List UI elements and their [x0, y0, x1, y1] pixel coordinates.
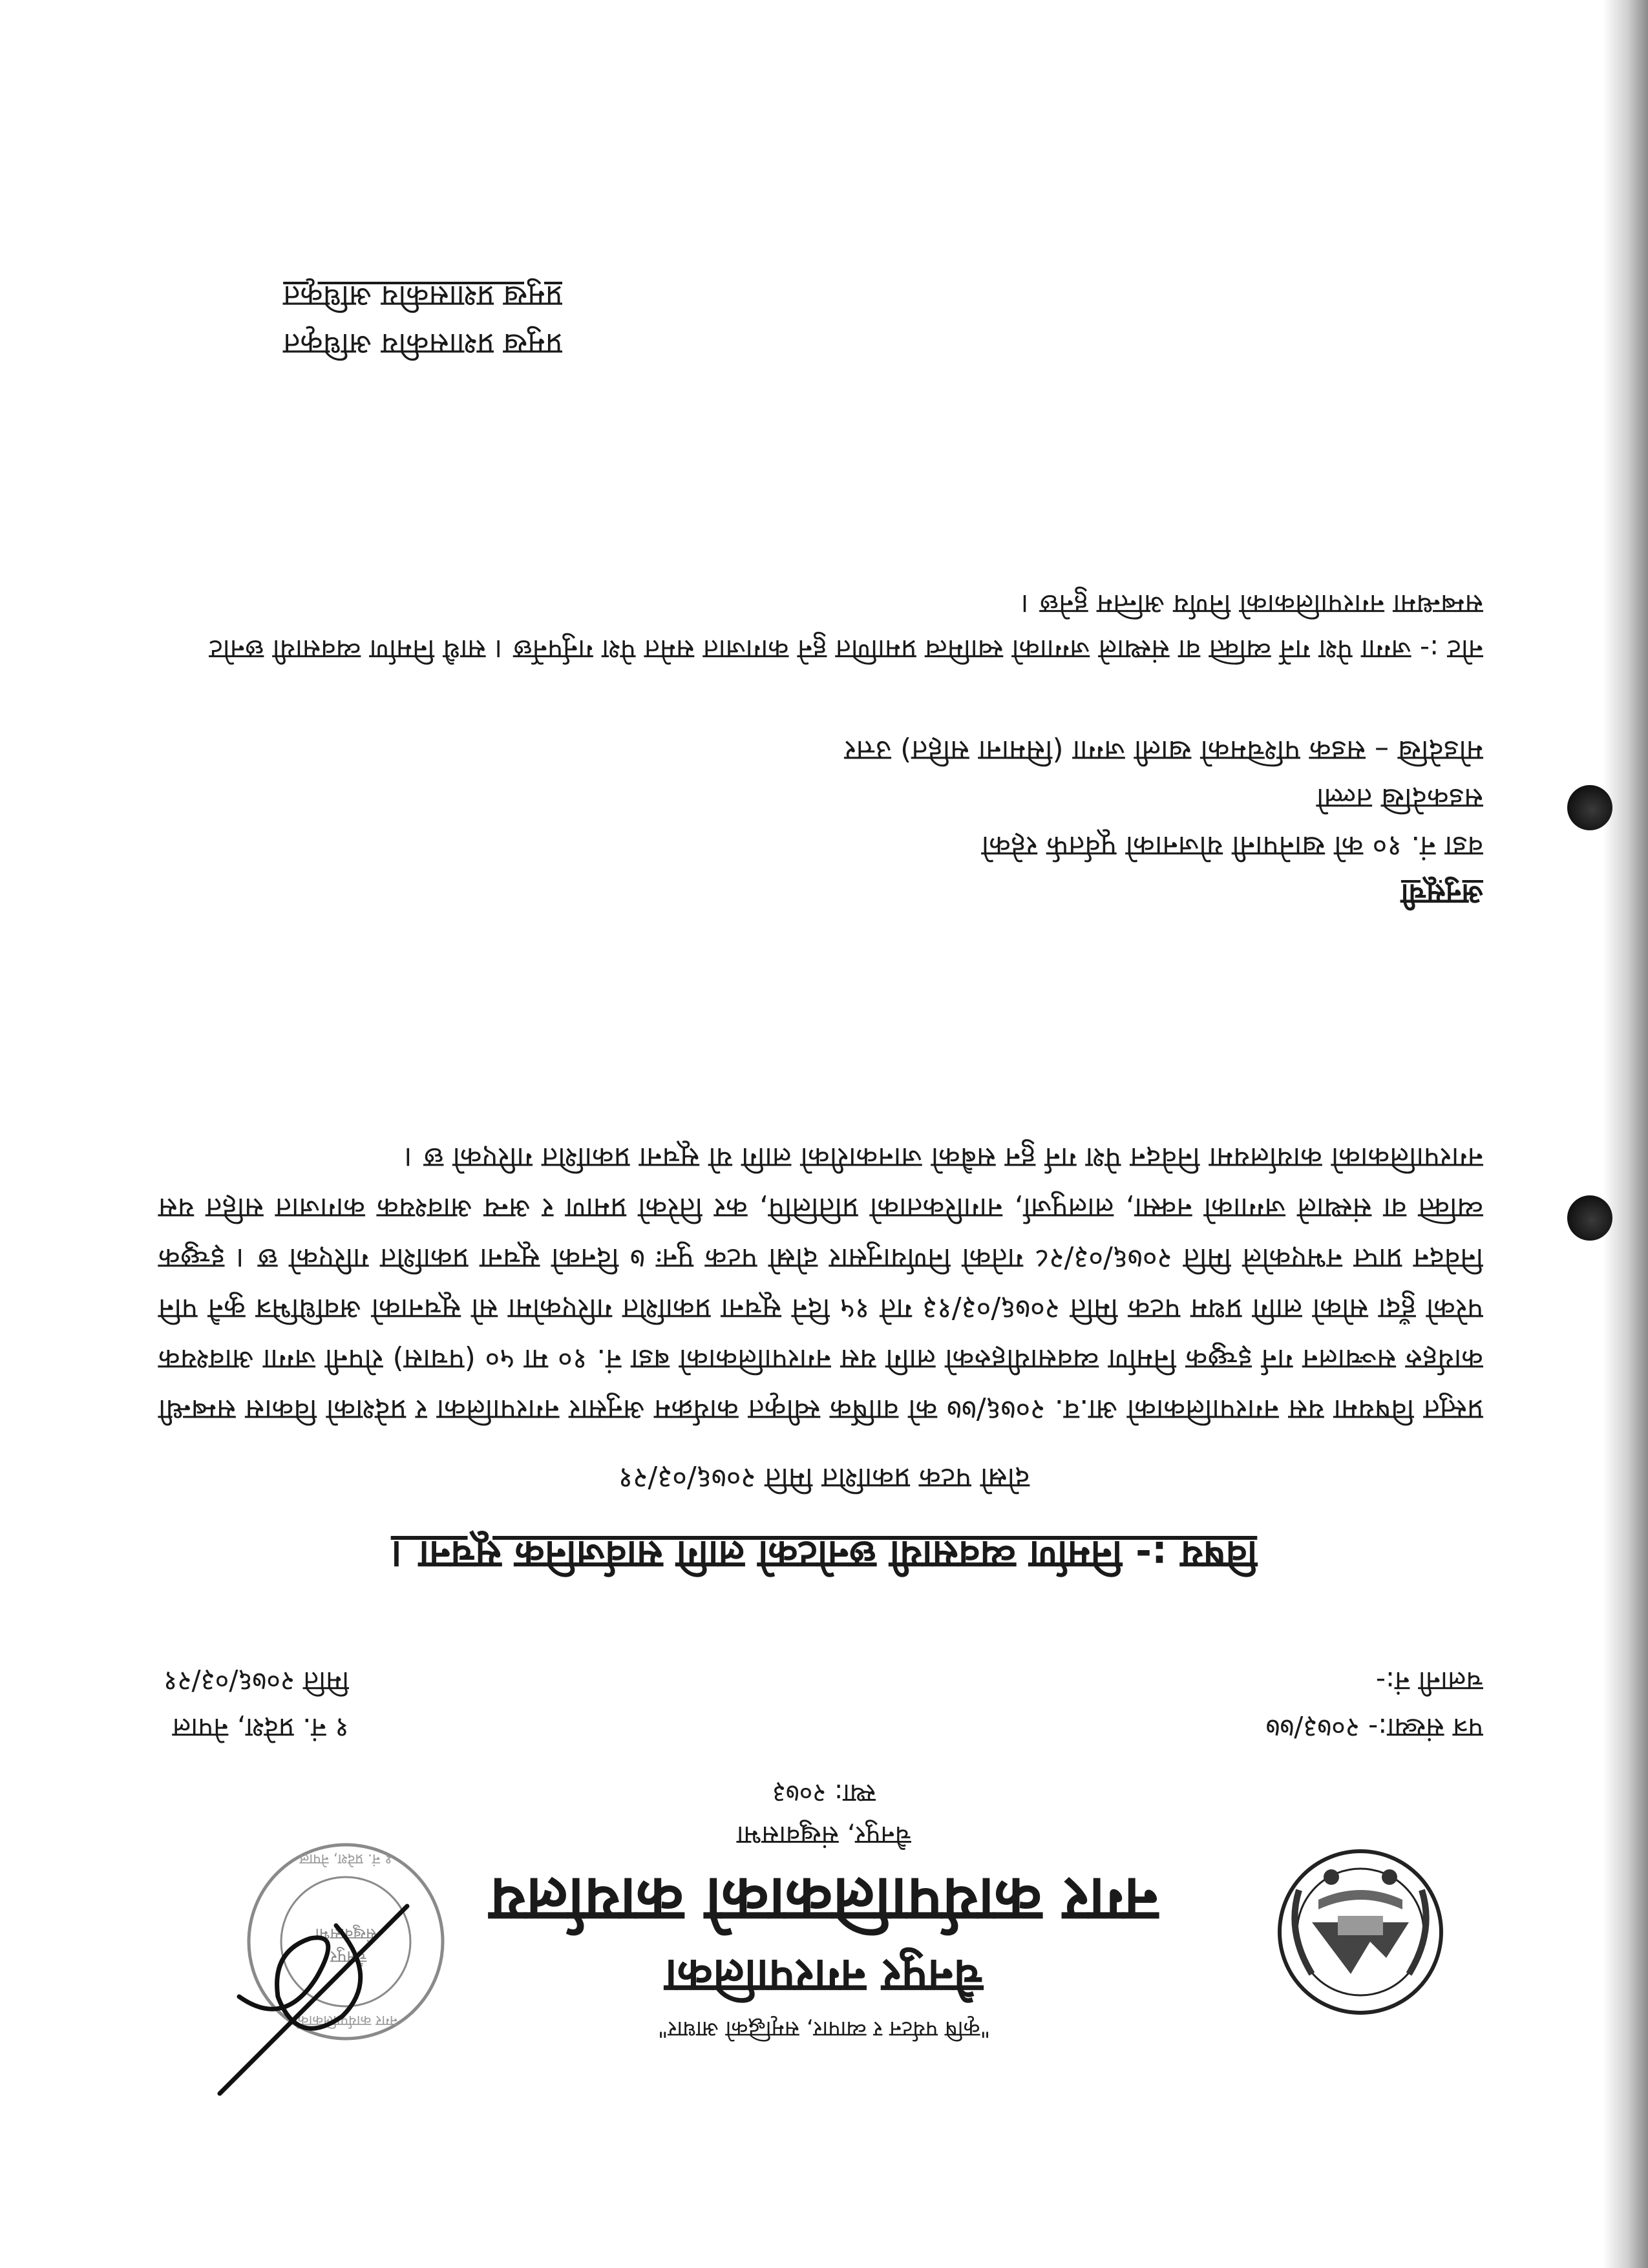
signatory-block [283, 273, 562, 368]
letterhead-motto: "कृषि पर्यटन र व्यापार, समृद्धिको आधार" [657, 2016, 991, 2042]
punch-hole [1567, 1195, 1612, 1241]
svg-text:चैनपुर,: चैनपुर, [324, 1947, 367, 1966]
published-date: दोस्रो पटक प्रकाशित मिति २०७६/०३/२१ [618, 1462, 1030, 1495]
signatory-name: प्रमुख प्रशासकीय अधिकृत [283, 327, 562, 362]
punch-hole [1567, 785, 1612, 830]
letter-date-block [164, 1658, 349, 1751]
svg-text:नगर कार्यपालिकाको: नगर कार्यपालिकाको [294, 2012, 397, 2028]
signatory-title: प्रमुख प्रशासकीय अधिकृत [283, 279, 562, 314]
body-paragraph: प्रस्तुत विषयमा यस नगरपालिकाको आ.व. २०७६/७७ को वार्षिक स्वीकृत कार्यक्रम अनुसार नगरपालिका र प्रदेशको विकास सम्बन्धी कार्यहरु सञ्चालन गर्न इच्छुक निर्माण व्यवसायीहरुको लागि यस नगरपालिकाको बडा नं. १० मा ५० (पचास) रोपनी जग्गा आवश्यक परेको हुँदा सोको लागि प्रथम पटक मिति २०७६/०३/१३ गते १५ दिने सूचना प्रकाशित गरिएकोमा सो सूचनाको अवधिभित्र कुनै पनि निवेदन प्राप्त नभएकोले मिति २०७६/०३/२८ गतेको निर्णयानुसार दोस्रो पटक पुनः ७ दिनको सूचना प्रकाशित गरिएको छ । इच्छुक व्यक्ति वा संस्थाले जग्गाको नक्सा, लालपुर्जा, नागरिकताको प्रतिलिपि, कर तिरेको प्रमाण र अन्य आवश्यक कागजात सहित यस नगरपालिकाको कार्यालयमा निवेदन पेश गर्न हुन सबैको जानकारीको लागि यो सूचना प्रकाशित गरिएको छ । [158, 1141, 1483, 1426]
province-line: १ नं. प्रदेश, नेपाल [172, 1712, 349, 1744]
letter-reference [1266, 1658, 1483, 1751]
svg-text:१ नं. प्रदेश, नेपाल: १ नं. प्रदेश, नेपाल [299, 1851, 392, 1867]
office-name: नगर कार्यपालिकाको कार्यालय [489, 1864, 1159, 1937]
letter-date: मिति २०७६/०३/२१ [163, 1666, 349, 1697]
annex-section [158, 726, 1483, 918]
office-address: चैनपुर, संखुवासभा [737, 1820, 911, 1850]
annex-line: वडा नं. १० को खानेपानी योजनाको पूर्वतर्फ रहेको [981, 830, 1483, 863]
municipality-name: चैनपुर नगरपालिका [665, 1949, 983, 2004]
annex-line: सडकदेखि तल्लो [1316, 782, 1483, 815]
letter-number: पत्र संख्या:- २०७३/७७ [1265, 1712, 1483, 1744]
svg-text:संखुवासभा: संखुवासभा [315, 1925, 377, 1943]
notice-note: नोट :- जग्गा पेश गर्ने व्यक्ति वा संस्थाले जग्गाको स्वामित्व प्रमाणित हुने कागजात समेत पेश गर्नुपर्नेछ । साथै निर्माण व्यवसायी छनोट सम्बन्धमा नगरपालिकाको निर्णय अन्तिम हुनेछ । [209, 589, 1483, 666]
established-year: स्था: २०७३ [772, 1778, 876, 1808]
annex-line: मोडदेखि – सडक पश्चिमको खाली जग्गा (सिमाना सहित) उत्तर [844, 734, 1483, 767]
subject-line: विषय :- निर्माण व्यवसायी छनोटको लागि सार्वजनिक सूचना । [390, 1532, 1258, 1577]
annex-heading: अनुसूची [1400, 877, 1483, 910]
notice-body [158, 1132, 1483, 1434]
dispatch-number: चलानी नं:- [1375, 1666, 1483, 1697]
